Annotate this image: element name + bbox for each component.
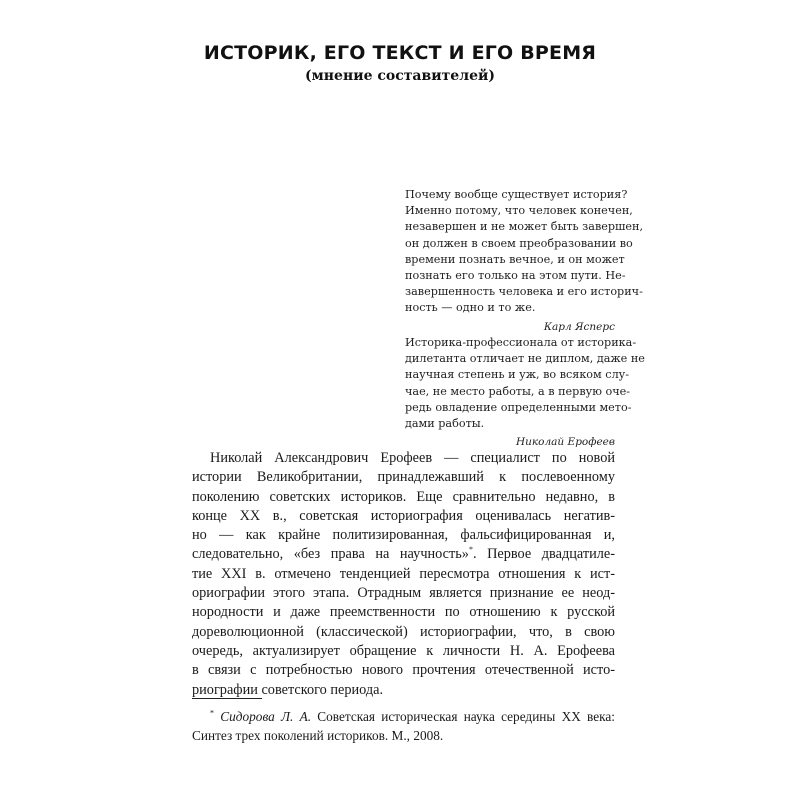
epigraph-line: Почему вообще существует история? — [405, 188, 628, 201]
epigraph-erofeev — [405, 335, 645, 450]
body-line: нородности и даже преемственности по отношению к русской — [192, 604, 615, 621]
body-line-with-footnote — [192, 545, 615, 564]
footnote-mark: * — [210, 708, 214, 718]
body-line: истории Великобритании, принадлежавший к послевоенному — [192, 469, 615, 486]
chapter-subtitle: (мнение составителей) — [305, 68, 495, 84]
body-line: в связи с потребностью нового прочтения отечественной исто- — [192, 662, 615, 679]
body-line-text: следовательно, «без права на научность» — [192, 546, 469, 563]
chapter-title: ИСТОРИК, ЕГО ТЕКСТ И ЕГО ВРЕМЯ — [203, 42, 597, 64]
body-line-tail: . Первое двадцатиле- — [472, 546, 615, 563]
footnote-author: Сидорова Л. А. — [220, 709, 312, 724]
footnote — [192, 708, 615, 745]
body-line: дореволюционной (классической) историографии, что, в свою — [192, 623, 615, 640]
epigraph-line: завершенность человека и его историч- — [405, 285, 643, 299]
footnote-divider — [192, 698, 262, 699]
epigraph-line: времени познать вечное, и он может — [405, 252, 625, 266]
body-line: ориографии этого этапа. Отрадным является признание ее неод- — [192, 585, 615, 602]
epigraph-jaspers — [405, 187, 644, 335]
epigraph-author: Карл Ясперс — [543, 320, 615, 333]
epigraph-line: ность — одно и то же. — [405, 301, 536, 315]
epigraph-line: Именно потому, что человек конечен, — [405, 204, 633, 218]
epigraph-line: научная степень и уж, во всяком слу- — [405, 368, 630, 382]
epigraph-line: познать его только на этом пути. Не- — [405, 269, 626, 283]
body-paragraph — [192, 449, 615, 700]
body-line: Николай Александрович Ерофеев — специалист по новой — [210, 450, 615, 466]
body-line: риографии советского периода. — [192, 681, 384, 698]
body-line: но — как крайне политизированная, фальсифицированная и, — [192, 527, 615, 544]
epigraph-line: редь овладение определенными мето- — [405, 400, 632, 414]
body-line: очередь, актуализирует обращение к личности Н. А. Ерофеева — [192, 642, 615, 659]
footnote-line — [192, 708, 615, 727]
body-line: конце XX в., советская историография оценивалась негатив- — [192, 507, 615, 524]
epigraph-line: незавершен и не может быть завершен, — [405, 220, 644, 234]
footnote-reference[interactable]: * — [468, 545, 473, 555]
body-line: тие XXI в. отмечено тенденцией пересмотра отношения к ист- — [192, 565, 615, 582]
epigraph-author: Николай Ерофеев — [515, 436, 615, 449]
epigraph-line: дами работы. — [405, 417, 485, 431]
epigraph-line: Историка-профессионала от историка- — [405, 336, 637, 349]
epigraph-line: чае, не место работы, а в первую оче- — [405, 384, 631, 398]
footnote-text: Советская историческая наука середины XX века: — [311, 709, 615, 724]
epigraph-line: он должен в своем преобразовании во — [405, 236, 633, 250]
footnote-line: Синтез трех поколений историков. М., 2008. — [192, 727, 444, 743]
epigraph-line: дилетанта отличает не диплом, даже не — [405, 352, 645, 366]
body-line: поколению советских историков. Еще сравнительно недавно, в — [192, 488, 615, 505]
